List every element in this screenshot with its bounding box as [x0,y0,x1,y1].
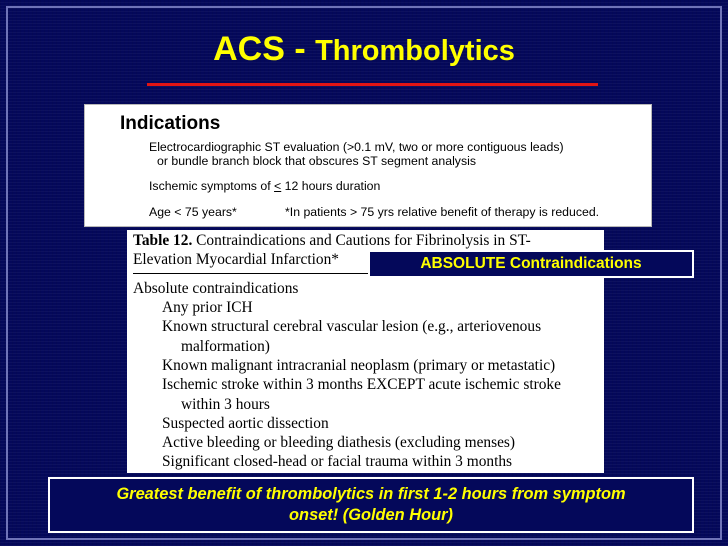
indications-heading: Indications [120,113,221,134]
table-row-continuation: malformation) [181,338,270,355]
table-title-text: Contraindications and Cautions for Fibrinolysis in ST- [192,232,531,249]
indications-panel [84,104,652,227]
indication-ecg: Electrocardiographic ST evaluation (>0.1 mV, two or more contiguous leads) [149,140,564,154]
symptoms-suffix: 12 hours duration [281,179,381,193]
indication-age-note: *In patients > 75 yrs relative benefit of therapy is reduced. [285,205,600,219]
less-equal-symbol: < [274,179,282,193]
table-row-continuation: within 3 hours [181,396,270,413]
table-title-line2: Elevation Myocardial Infarction* [133,251,339,268]
golden-hour-callout [48,477,694,533]
indication-bbb: or bundle branch block that obscures ST segment analysis [157,154,476,168]
absolute-contraindications-badge: ABSOLUTE Contraindications [368,250,694,278]
table-number: Table 12. [133,232,193,249]
table-title-line1 [133,232,531,250]
symptoms-prefix: Ischemic symptoms of [149,179,275,193]
indication-symptoms [149,179,380,193]
table-row: Any prior ICH [162,299,253,316]
table-row: Known malignant intracranial neoplasm (primary or metastatic) [162,357,556,374]
table-row: Ischemic stroke within 3 months EXCEPT acute ischemic stroke [162,376,561,393]
table-row: Suspected aortic dissection [162,415,329,432]
table-row: Significant closed-head or facial trauma within 3 months [162,453,513,470]
title-sub: Thrombolytics [315,35,515,67]
callout-line2: onset! (Golden Hour) [289,506,453,524]
title-underline [147,83,598,86]
table-row: Known structural cerebral vascular lesion (e.g., arteriovenous [162,318,542,335]
slide-title [0,30,728,69]
title-main: ACS - [213,30,316,68]
callout-line1: Greatest benefit of thrombolytics in first 1-2 hours from symptom [116,485,626,503]
indication-age: Age < 75 years* [149,205,237,219]
table-section-heading: Absolute contraindications [133,280,299,297]
table-row: Active bleeding or bleeding diathesis (excluding menses) [162,434,516,451]
